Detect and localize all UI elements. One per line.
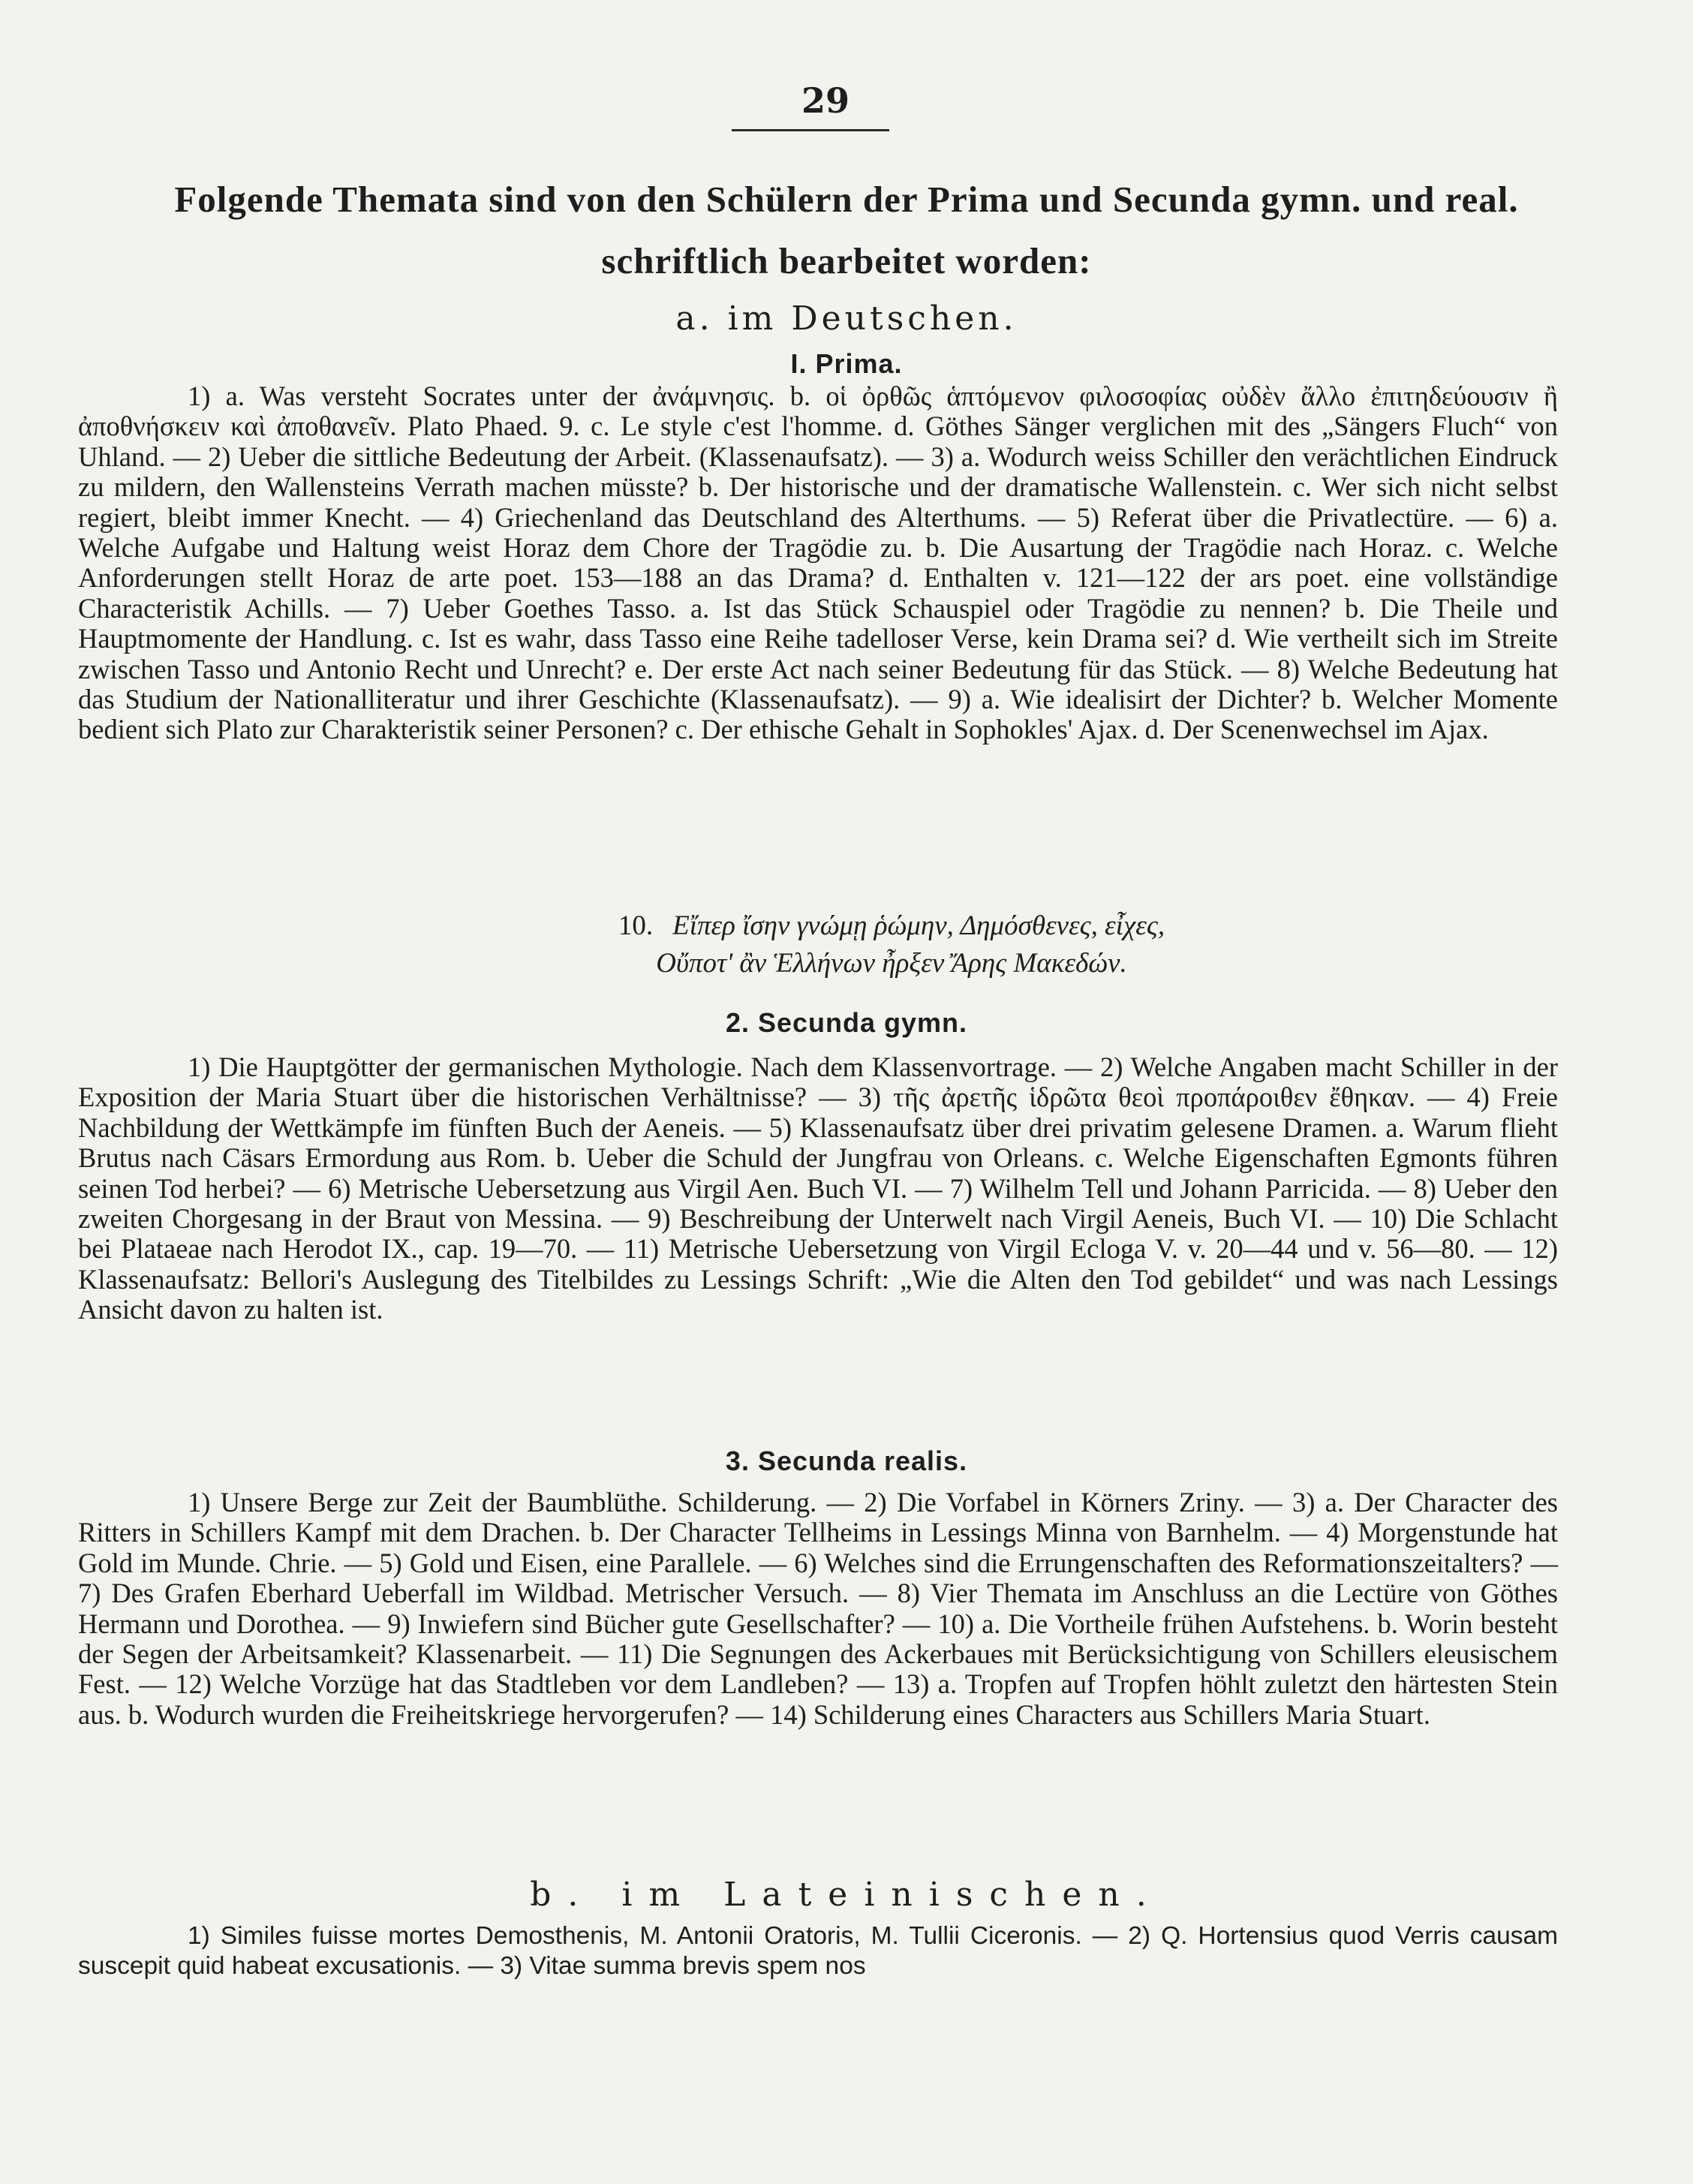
secunda-realis-themes: 1) Unsere Berge zur Zeit der Baumblüthe. Schilderung. — 2) Die Vorfabel in Körners Zriny. — 3) a. Der Character des Ritters in Schillers Kampf mit dem Drachen. b. Der Character Tellheims in Lessings Minna von Barnhelm. — 4) Morgenstunde hat Gold im Munde. Chrie. — 5) Gold und Eisen, eine Parallele. — 6) Welches sind die Errungenschaften des Reformationszeitalters? — 7) Des Grafen Eberhard Ueberfall im Wildbad. Metrischer Versuch. — 8) Vier Themata im Anschluss an die Lectüre von Göthes Hermann und Dorothea. — 9) Inwiefern sind Bücher gute Gesellschafter? — 10) a. Die Vortheile frühen Aufstehens. b. Worin besteht der Segen der Arbeitsamkeit? Klassenarbeit. — 11) Die Segnungen des Ackerbaues mit Berücksichtigung von Schillers eleusischem Fest. — 12) Welche Vorzüge hat das Stadtleben vor dem Landleben? — 13) a. Tropfen auf Tropfen höhlt zuletzt den härtesten Stein aus. b. Wodurch wurden die Freiheitskriege hervorgerufen? — 14) Schilderung eines Characters aus Schillers Maria Stuart. (78, 1487, 1558, 1730)
prima-themes: 1) a. Was versteht Socrates unter der ἀνάμνησις. b. οἱ ὀρθῶς ἁπτόμενον φιλοσοφίας οὐδὲν ἄλλο ἐπιτηδεύουσιν ἢ ἀποθνήσκειν καὶ ἀποθανεῖν. Plato Phaed. 9. c. Le style c'est l'homme. d. Göthes Sänger verglichen mit des „Sängers Fluch“ von Uhland. — 2) Ueber die sittliche Bedeutung der Arbeit. (Klassenaufsatz). — 3) a. Wodurch weiss Schiller den verächtlichen Eindruck zu mildern, den Wallensteins Verrath machen müsste? b. Der historische und der dramatische Wallenstein. c. Wer sich nicht selbst regiert, bleibt immer Knecht. — 4) Griechenland das Deutschland des Alterthums. — 5) Referat über die Privatlectüre. — 6) a. Welche Aufgabe und Haltung weist Horaz dem Chore der Tragödie zu. b. Die Ausartung der Tragödie nach Horaz. c. Welche Anforderungen stellt Horaz de arte poet. 153—188 an das Drama? d. Enthalten v. 121—122 der ars poet. eine vollständige Characteristik Achills. — 7) Ueber Goethes Tasso. a. Ist das Stück Schauspiel oder Tragödie zu nennen? b. Die Theile und Hauptmomente der Handlung. c. Ist es wahr, dass Tasso eine Reihe tadelloser Verse, kein Drama sei? d. Wie vertheilt sich im Streite zwischen Tasso und Antonio Recht und Unrecht? e. Der erste Act nach seiner Bedeutung für das Stück. — 8) Welche Bedeutung hat das Studium der Nationalliteratur und ihrer Geschichte (Klassenaufsatz). — 9) a. Wie idealisirt der Dichter? b. Welcher Momente bedient sich Plato zur Charakteristik seiner Personen? c. Der ethische Gehalt in Sophokles' Ajax. d. Der Scenenwechsel im Ajax. (78, 381, 1558, 745)
prima-title: I. Prima. (790, 348, 903, 379)
page-number-rule (732, 129, 889, 131)
section-b-title: b. im Lateinischen. (530, 1876, 1163, 1914)
secunda-realis-title: 3. Secunda realis. (725, 1445, 968, 1476)
main-heading-line1: Folgende Themata sind von den Schülern der Prima und Secunda gymn. und real. (174, 179, 1519, 220)
section-a-title: a. im Deutschen. (675, 299, 1018, 338)
greek-quote-line2: Οὔποτ' ἂν Ἑλλήνων ἦρξεν Ἄρης Μακεδών. (656, 948, 1127, 979)
quote-line1-text: Εἴπερ ἴσην γνώμῃ ῥώμην, Δημόσθενες, εἶχες, (672, 910, 1165, 941)
secunda-gymn-themes: 1) Die Hauptgötter der germanischen Mythologie. Nach dem Klassenvortrage. — 2) Welche Angaben macht Schiller in der Exposition der Maria Stuart über die historischen Verhältnisse? — 3) τῆς ἀρετῆς ἱδρῶτα θεοὶ προπάροιθεν ἔθηκαν. — 4) Freie Nachbildung der Wettkämpfe im fünften Buch der Aeneis. — 5) Klassenaufsatz über drei privatim gelesene Dramen. a. Warum flieht Brutus nach Cäsars Ermordung aus Rom. b. Ueber die Schuld der Jungfrau von Orleans. c. Welche Eigenschaften Egmonts führen seinen Tod herbei? — 6) Metrische Uebersetzung aus Virgil Aen. Buch VI. — 7) Wilhelm Tell und Johann Parricida. — 8) Ueber den zweiten Chorgesang in der Braut von Messina. — 9) Beschreibung der Unterwelt nach Virgil Aeneis, Buch VI. — 10) Die Schlacht bei Plataeae nach Herodot IX., cap. 19—70. — 11) Metrische Uebersetzung von Virgil Ecloga V. v. 20—44 und v. 56—80. — 12) Klassenaufsatz: Bellori's Auslegung des Titelbildes zu Lessings Schrift: „Wie die Alten den Tod gebildet“ und was nach Lessings Ansicht davon zu halten ist. (78, 1051, 1558, 1325)
page-number: 29 (801, 80, 850, 121)
latin-themes: 1) Similes fuisse mortes Demosthenis, M. Antonii Oratoris, M. Tullii Ciceronis. — 2) Q. Hortensius quod Verris causam suscepit quid habeat excusationis. — 3) Vitae summa brevis spem nos (78, 1922, 1558, 1981)
greek-quote-line1 (0, 910, 1693, 943)
secunda-gymn-title: 2. Secunda gymn. (725, 1007, 968, 1038)
quote-number: 10. (618, 910, 654, 941)
main-heading-line2: schriftlich bearbeitet worden: (601, 240, 1092, 281)
